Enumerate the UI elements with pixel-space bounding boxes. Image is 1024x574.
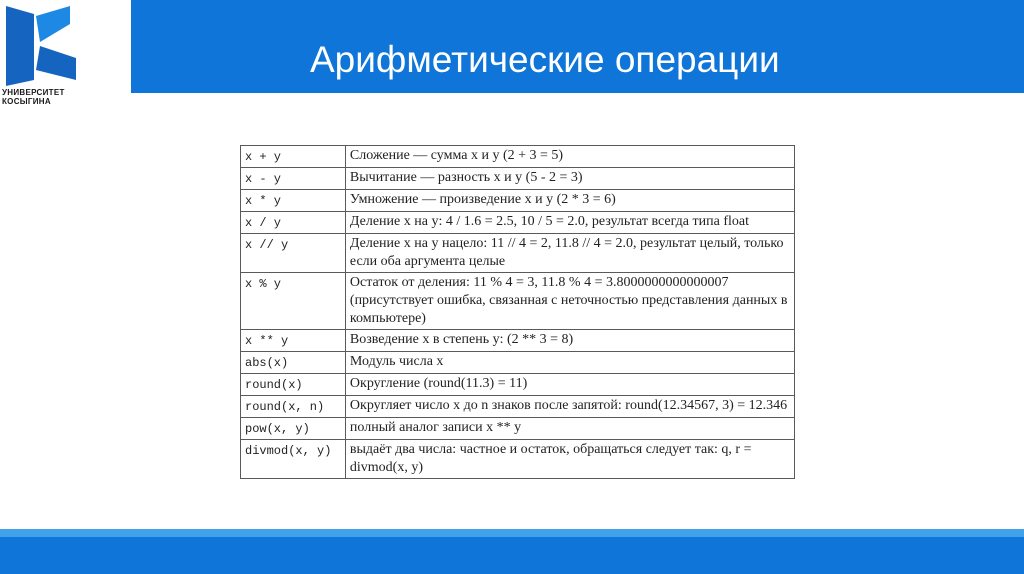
description-cell: Возведение x в степень y: (2 ** 3 = 8): [345, 330, 794, 352]
description-cell: Округляет число x до n знаков после запятой: round(12.34567, 3) = 12.346: [345, 396, 794, 418]
operation-cell: pow(x, y): [241, 418, 346, 440]
logo-line-2: КОСЫГИНА: [2, 97, 51, 106]
table-row: [241, 234, 795, 273]
table-row: [241, 146, 795, 168]
description-cell: Остаток от деления: 11 % 4 = 3, 11.8 % 4 = 3.8000000000000007 (присутствует ошибка, связанная с неточностью представления данных в компьютере): [345, 273, 794, 330]
description-cell: Деление x на y нацело: 11 // 4 = 2, 11.8 // 4 = 2.0, результат целый, только если оба аргумента целые: [345, 234, 794, 273]
operation-cell: x * y: [241, 190, 346, 212]
description-cell: Деление x на y: 4 / 1.6 = 2.5, 10 / 5 = 2.0, результат всегда типа float: [345, 212, 794, 234]
operation-cell: x % y: [241, 273, 346, 330]
operation-cell: round(x): [241, 374, 346, 396]
operation-cell: x // y: [241, 234, 346, 273]
description-cell: Умножение — произведение x и y (2 * 3 = 6): [345, 190, 794, 212]
table-row: [241, 212, 795, 234]
logo-text: [2, 88, 65, 106]
operation-cell: divmod(x, y): [241, 440, 346, 479]
table-row: [241, 273, 795, 330]
description-cell: Модуль числа x: [345, 352, 794, 374]
table-row: [241, 418, 795, 440]
page-title: Арифметические операции: [310, 39, 780, 80]
table-row: [241, 352, 795, 374]
footer-stripe: [0, 529, 1024, 537]
footer-bar: [0, 537, 1024, 574]
table-row: [241, 440, 795, 479]
operation-cell: x - y: [241, 168, 346, 190]
operation-cell: abs(x): [241, 352, 346, 374]
logo-line-1: УНИВЕРСИТЕТ: [2, 88, 65, 97]
description-cell: Вычитание — разность x и y (5 - 2 = 3): [345, 168, 794, 190]
table-row: [241, 168, 795, 190]
description-cell: Округление (round(11.3) = 11): [345, 374, 794, 396]
table-row: [241, 330, 795, 352]
table-row: [241, 190, 795, 212]
operation-cell: x ** y: [241, 330, 346, 352]
description-cell: выдаёт два числа: частное и остаток, обращаться следует так: q, r = divmod(x, y): [345, 440, 794, 479]
table-row: [241, 396, 795, 418]
description-cell: Сложение — сумма x и y (2 + 3 = 5): [345, 146, 794, 168]
table-row: [241, 374, 795, 396]
operations-table: [240, 145, 795, 479]
operation-cell: x / y: [241, 212, 346, 234]
operation-cell: x + y: [241, 146, 346, 168]
description-cell: полный аналог записи x ** y: [345, 418, 794, 440]
university-logo: [0, 0, 128, 110]
university-logo-icon: [6, 6, 78, 86]
operation-cell: round(x, n): [241, 396, 346, 418]
